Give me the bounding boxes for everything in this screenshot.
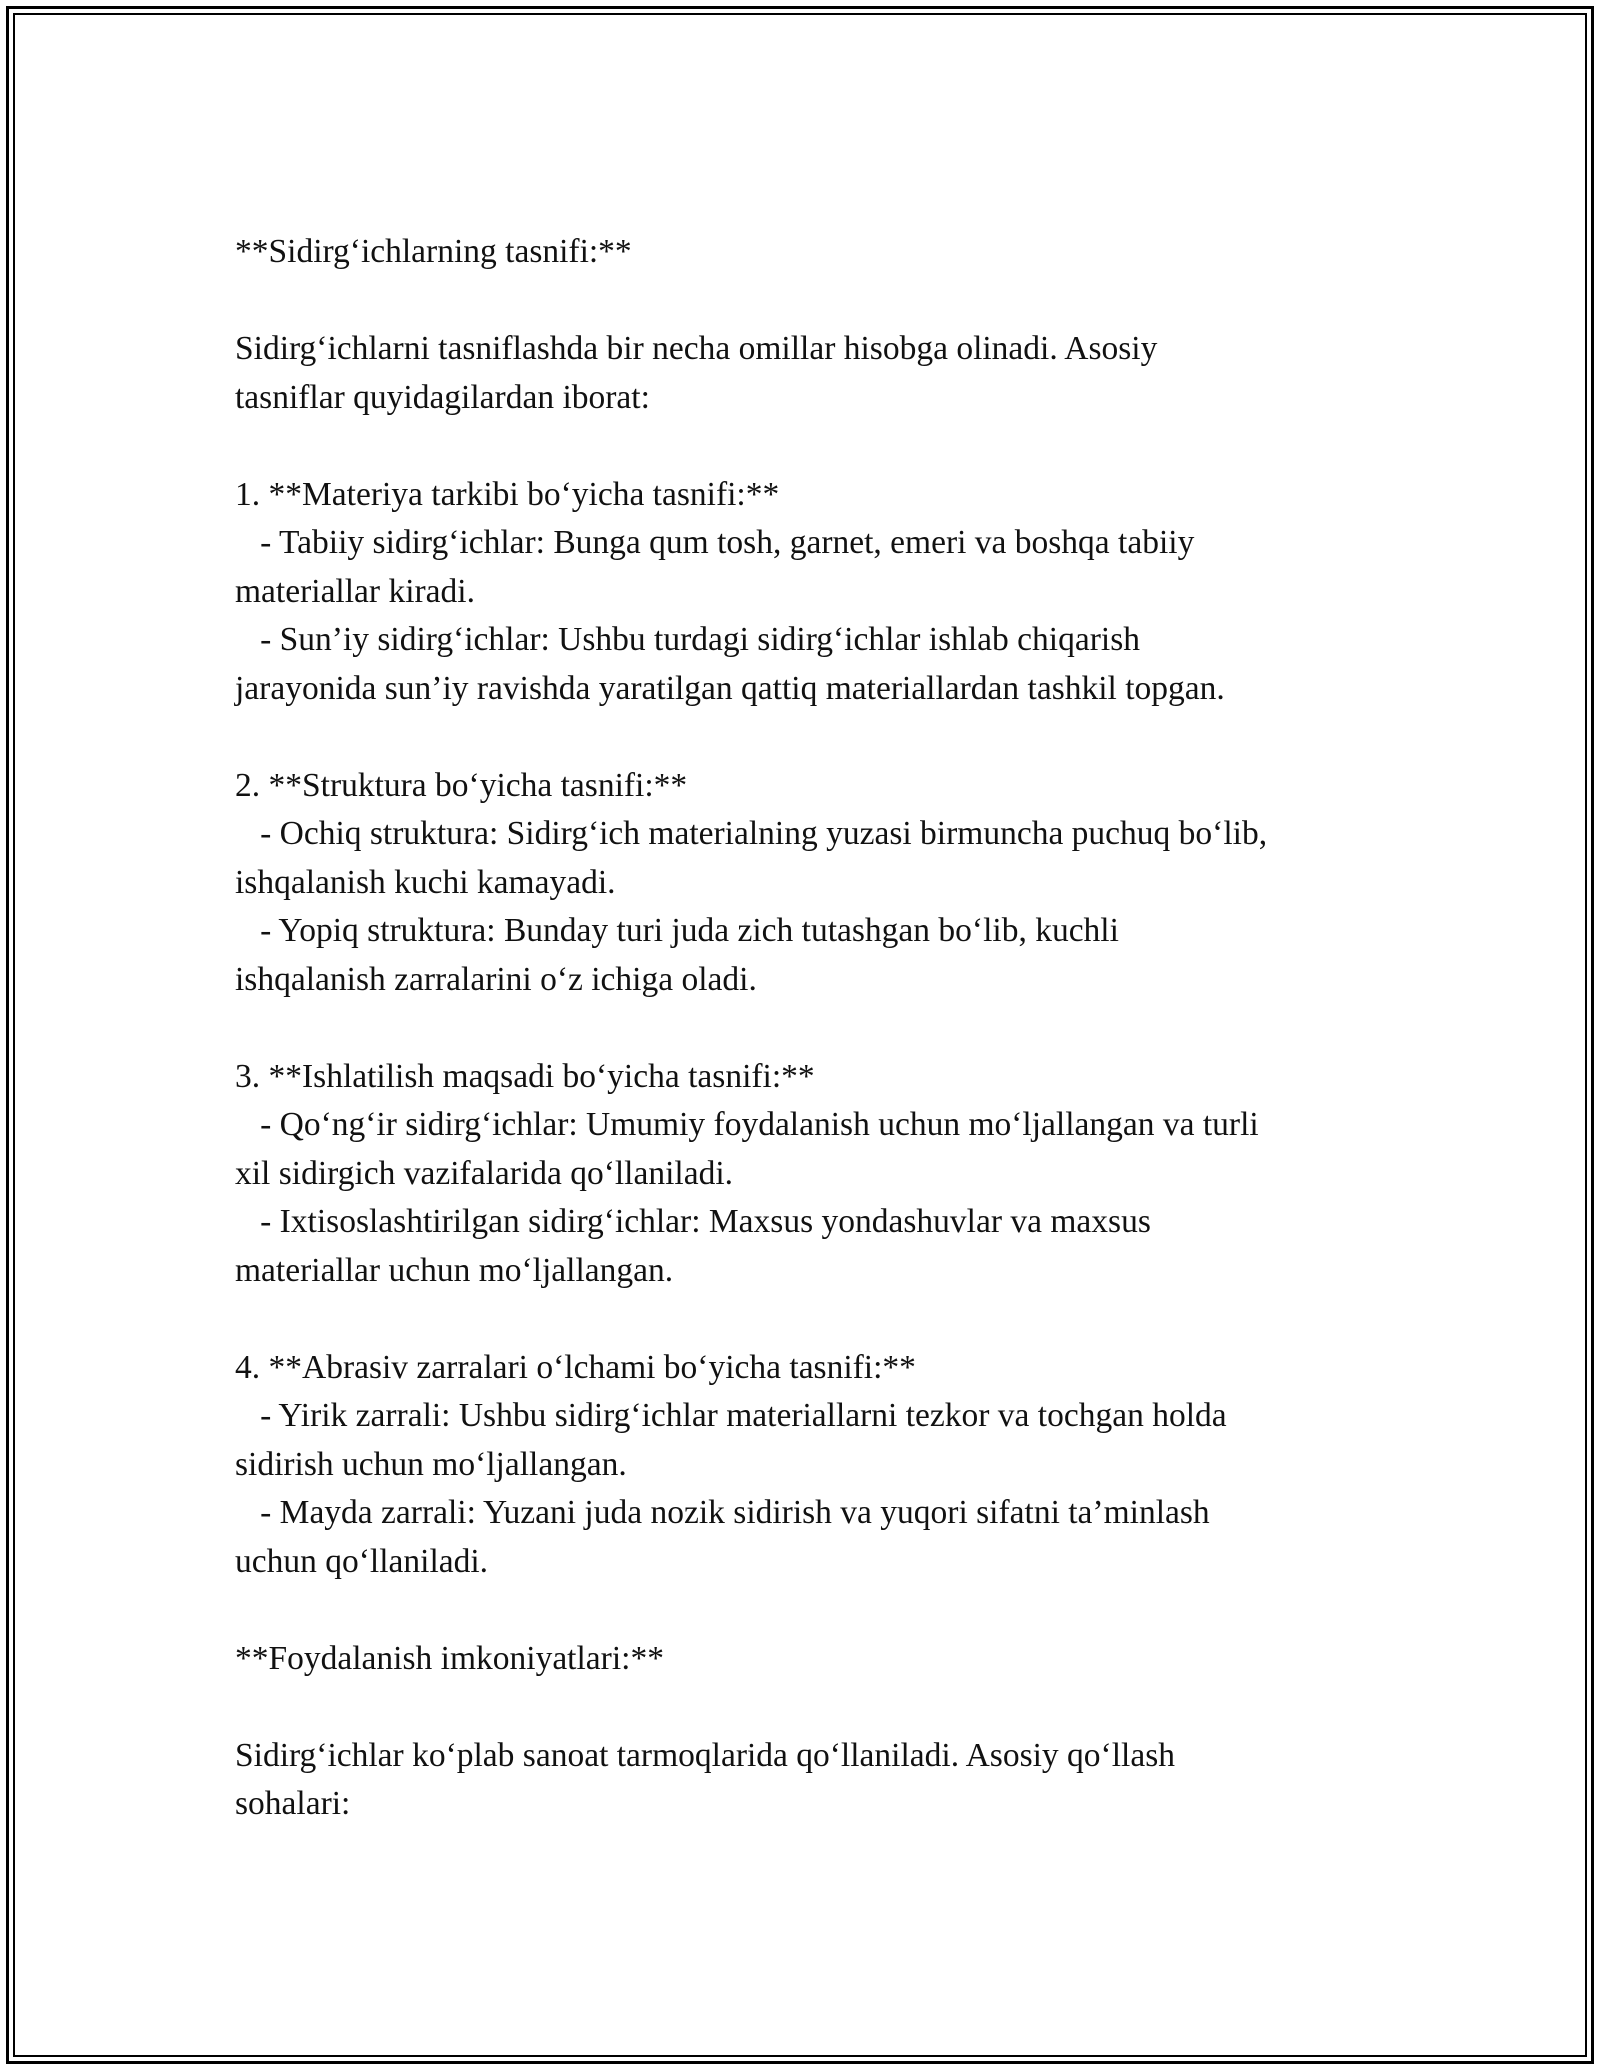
blank-line bbox=[235, 1004, 1385, 1053]
blank-line bbox=[235, 713, 1385, 762]
section-line: - Ochiq struktura: Sidirg‘ich materialning yuzasi birmuncha puchuq bo‘lib, bbox=[235, 815, 1268, 852]
intro-line-1: Sidirg‘ichlarni tasniflashda bir necha omillar hisobga olinadi. Asosiy bbox=[235, 330, 1158, 367]
blank-line bbox=[235, 277, 1385, 326]
section-structure bbox=[235, 762, 1385, 1005]
intro-line-2: tasniflar quyidagilardan iborat: bbox=[235, 378, 650, 416]
section-material bbox=[235, 471, 1385, 714]
section-line: - Mayda zarrali: Yuzani juda nozik sidirish va yuqori sifatni ta’minlash bbox=[235, 1494, 1210, 1531]
section-grain-size bbox=[235, 1344, 1385, 1587]
section-line: - Yopiq struktura: Bunday turi juda zich tutashgan bo‘lib, kuchli bbox=[235, 912, 1119, 949]
section-line: sidirish uchun mo‘ljallangan. bbox=[235, 1445, 627, 1483]
document-body bbox=[235, 228, 1385, 1829]
section-line: uchun qo‘llaniladi. bbox=[235, 1542, 489, 1580]
section-line: ishqalanish kuchi kamayadi. bbox=[235, 863, 616, 901]
section-line: - Ixtisoslashtirilgan sidirg‘ichlar: Maxsus yondashuvlar va maxsus bbox=[235, 1203, 1151, 1240]
outro-line-2: sohalari: bbox=[235, 1785, 351, 1822]
blank-line bbox=[235, 422, 1385, 471]
section-title: 3. **Ishlatilish maqsadi bo‘yicha tasnifi:** bbox=[235, 1057, 815, 1095]
section-title: 1. **Materiya tarkibi bo‘yicha tasnifi:** bbox=[235, 475, 780, 513]
section-title: 2. **Struktura bo‘yicha tasnifi:** bbox=[235, 766, 688, 804]
section-line: xil sidirgich vazifalarida qo‘llaniladi. bbox=[235, 1154, 734, 1192]
section-line: - Sun’iy sidirg‘ichlar: Ushbu turdagi sidirg‘ichlar ishlab chiqarish bbox=[235, 621, 1140, 658]
section-line: jarayonida sun’iy ravishda yaratilgan qattiq materiallardan tashkil topgan. bbox=[235, 669, 1225, 707]
section-line: ishqalanish zarralarini o‘z ichiga oladi. bbox=[235, 960, 757, 998]
section-line: - Tabiiy sidirg‘ichlar: Bunga qum tosh, garnet, emeri va boshqa tabiiy bbox=[235, 524, 1195, 561]
blank-line bbox=[235, 1295, 1385, 1344]
section-line: - Yirik zarrali: Ushbu sidirg‘ichlar materiallarni tezkor va tochgan holda bbox=[235, 1397, 1227, 1434]
heading-applications: **Foydalanish imkoniyatlari:** bbox=[235, 1639, 664, 1677]
section-title: 4. **Abrasiv zarralari o‘lchami bo‘yicha tasnifi:** bbox=[235, 1348, 916, 1386]
outro-line-1: Sidirg‘ichlar ko‘plab sanoat tarmoqlarida qo‘llaniladi. Asosiy qo‘llash bbox=[235, 1736, 1175, 1774]
section-line: materiallar uchun mo‘ljallangan. bbox=[235, 1251, 674, 1289]
section-line: materiallar kiradi. bbox=[235, 572, 475, 610]
section-line: - Qo‘ng‘ir sidirg‘ichlar: Umumiy foydalanish uchun mo‘ljallangan va turli bbox=[235, 1106, 1259, 1143]
heading-classification: **Sidirg‘ichlarning tasnifi:** bbox=[235, 233, 632, 270]
blank-line bbox=[235, 1683, 1385, 1732]
section-purpose bbox=[235, 1053, 1385, 1296]
blank-line bbox=[235, 1586, 1385, 1635]
